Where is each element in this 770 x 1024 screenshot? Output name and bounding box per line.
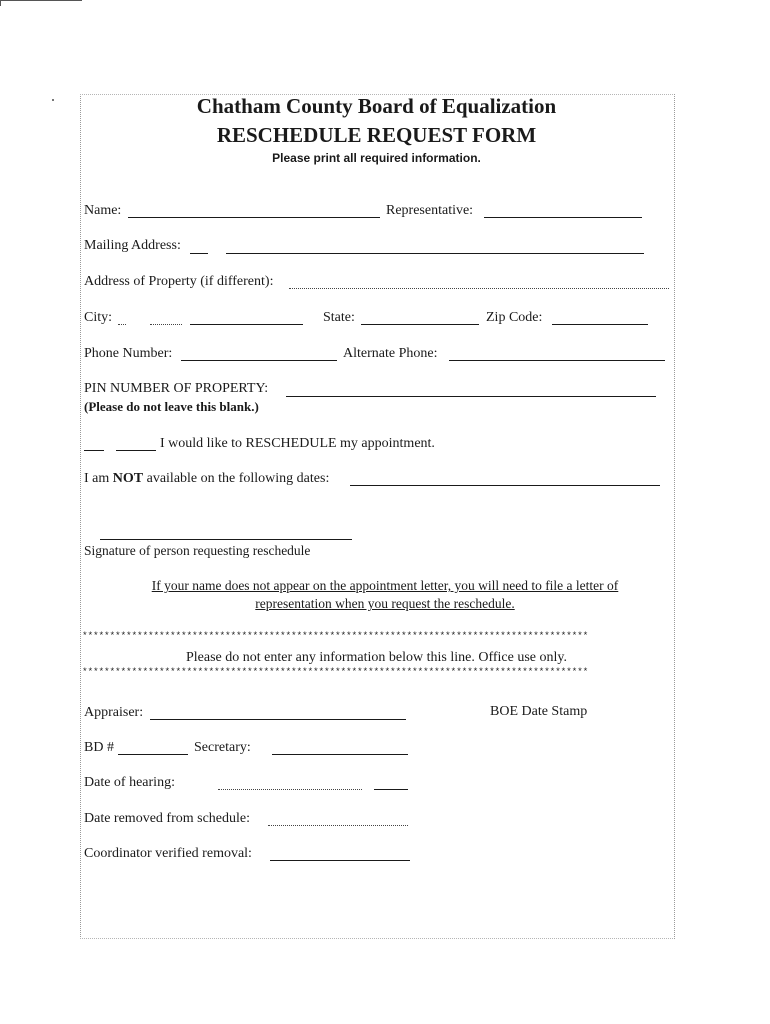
hearing-date-field-end[interactable] [374, 789, 408, 790]
scan-corner-mark [0, 0, 82, 1]
coordinator-label: Coordinator verified removal: [84, 846, 252, 861]
city-field-mid[interactable] [150, 324, 182, 325]
office-use-note: Please do not enter any information below this line. Office use only. [185, 650, 568, 665]
appraiser-field[interactable] [150, 719, 406, 720]
name-label: Name: [84, 203, 122, 218]
secretary-label: Secretary: [194, 740, 251, 755]
mailing-address-label: Mailing Address: [84, 238, 181, 253]
form-frame-bottom [80, 938, 673, 939]
representation-notice-line2: representation when you request the reschedule. [255, 596, 515, 611]
bd-number-field[interactable] [118, 754, 188, 755]
city-label: City: [84, 310, 113, 325]
property-address-field[interactable] [289, 288, 669, 289]
state-field[interactable] [361, 324, 479, 325]
form-title: Chatham County Board of Equalization [196, 94, 557, 118]
print-instruction: Please print all required information. [272, 151, 481, 165]
property-address-label: Address of Property (if different): [84, 274, 274, 289]
city-field[interactable] [190, 324, 303, 325]
appraiser-label: Appraiser: [84, 705, 144, 720]
coordinator-field[interactable] [270, 860, 410, 861]
unavailable-dates-field[interactable] [350, 485, 660, 486]
secretary-field[interactable] [272, 754, 408, 755]
mailing-address-field-start[interactable] [190, 253, 208, 254]
zip-code-field[interactable] [552, 324, 648, 325]
scan-corner-tick [0, 0, 1, 6]
reschedule-check-blank[interactable] [84, 450, 104, 451]
removed-date-field[interactable] [268, 825, 408, 826]
city-field-start[interactable] [118, 324, 126, 325]
hearing-date-field[interactable] [218, 789, 362, 790]
phone-number-label: Phone Number: [84, 346, 173, 361]
state-label: State: [323, 310, 355, 325]
bd-number-label: BD # [84, 740, 114, 755]
representative-field[interactable] [484, 217, 642, 218]
pin-number-field[interactable] [286, 396, 656, 397]
scan-speck [52, 99, 54, 101]
alternate-phone-label: Alternate Phone: [343, 346, 438, 361]
reschedule-check-blank-2[interactable] [116, 450, 156, 451]
removed-date-label: Date removed from schedule: [84, 811, 250, 826]
not-available-label: I am NOT available on the following dates: [84, 471, 330, 486]
signature-label: Signature of person requesting reschedule [84, 543, 311, 558]
hearing-date-label: Date of hearing: [84, 775, 175, 790]
reschedule-statement: I would like to RESCHEDULE my appointment. [160, 436, 435, 451]
zip-code-label: Zip Code: [486, 310, 543, 325]
pin-note: (Please do not leave this blank.) [84, 399, 259, 414]
pin-number-label: PIN NUMBER OF PROPERTY: [84, 381, 269, 396]
phone-number-field[interactable] [181, 360, 337, 361]
alternate-phone-field[interactable] [449, 360, 665, 361]
mailing-address-field[interactable] [226, 253, 644, 254]
representative-label: Representative: [386, 203, 474, 218]
star-divider-top: ******************************************************************************************** [82, 631, 589, 641]
signature-field[interactable] [100, 539, 352, 540]
star-divider-bottom: ******************************************************************************************** [82, 667, 589, 677]
name-field[interactable] [128, 217, 380, 218]
boe-date-stamp-label: BOE Date Stamp [490, 704, 588, 719]
form-subtitle: RESCHEDULE REQUEST FORM [216, 123, 537, 147]
representation-notice-line1: If your name does not appear on the appointment letter, you will need to file a letter of [151, 578, 619, 593]
